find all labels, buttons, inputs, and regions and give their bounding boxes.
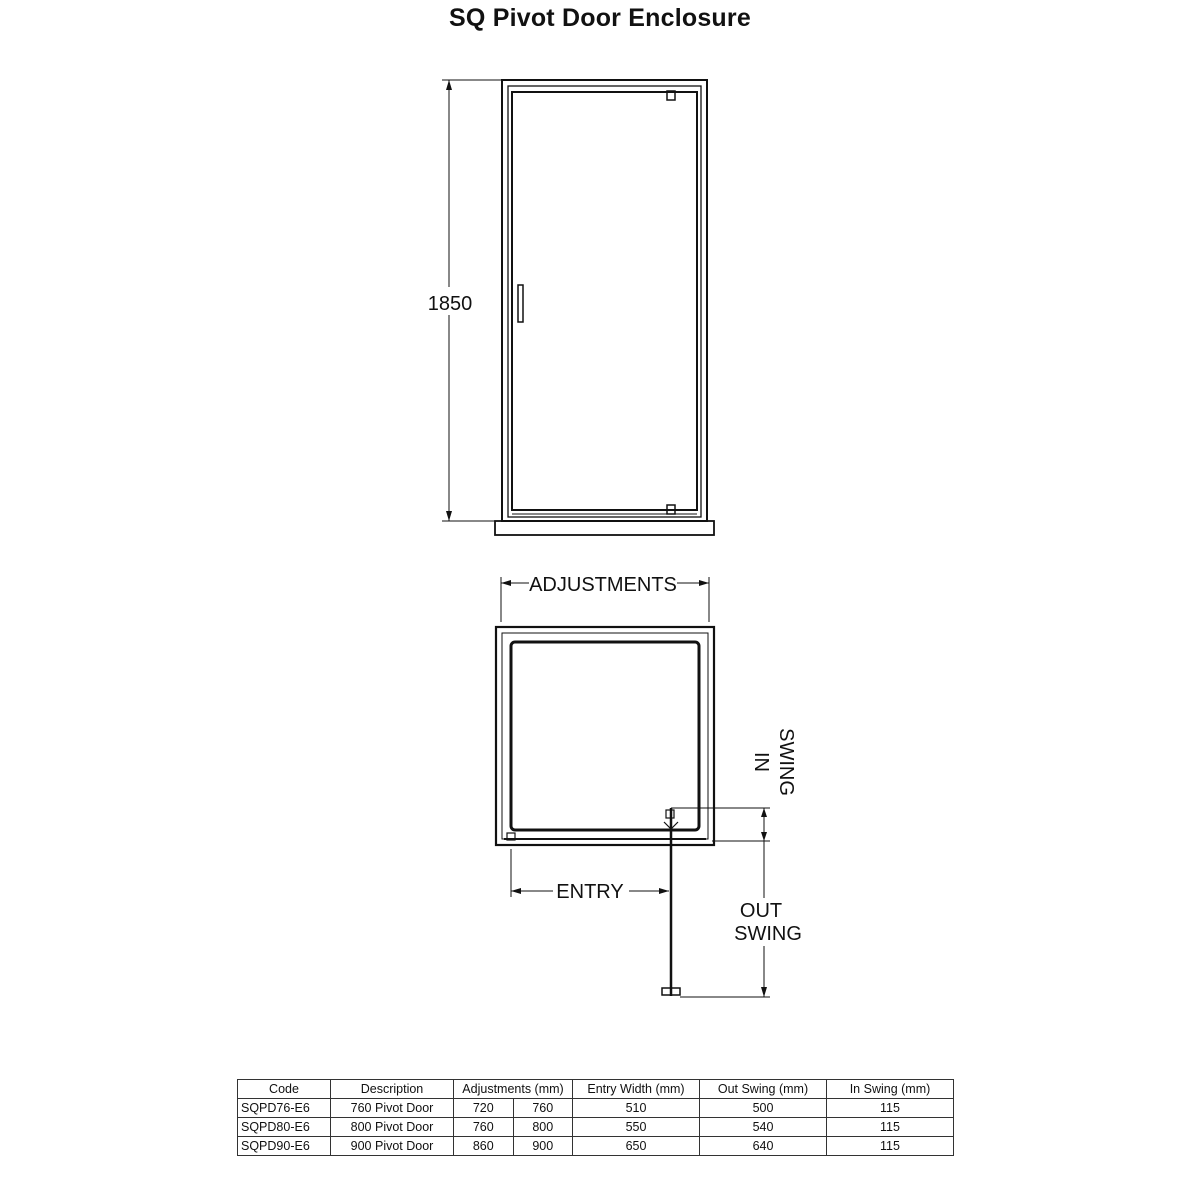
frame-inner <box>508 86 701 517</box>
cell-adjustment-max: 800 <box>513 1118 573 1137</box>
diagram-title: SQ Pivot Door Enclosure <box>449 4 751 32</box>
cell-adjustment-min: 720 <box>454 1099 514 1118</box>
out-swing-label-line2: SWING <box>734 923 802 945</box>
door-panel <box>512 92 697 510</box>
header-entry-width: Entry Width (mm) <box>573 1080 700 1099</box>
cell-entry-width: 650 <box>573 1137 700 1156</box>
base-tray <box>495 521 714 535</box>
cell-in-swing: 115 <box>827 1099 954 1118</box>
cell-adjustment-min: 860 <box>454 1137 514 1156</box>
table-row <box>238 1137 954 1156</box>
cell-out-swing: 500 <box>700 1099 827 1118</box>
plan-view <box>496 577 770 997</box>
in-swing-label-line1: IN <box>750 752 772 772</box>
header-code: Code <box>238 1080 331 1099</box>
cell-adjustment-max: 900 <box>513 1137 573 1156</box>
table-row <box>238 1118 954 1137</box>
cell-out-swing: 540 <box>700 1118 827 1137</box>
header-out-swing: Out Swing (mm) <box>700 1080 827 1099</box>
height-label: 1850 <box>427 293 473 315</box>
enclosure-outline <box>496 627 714 845</box>
in-swing-label-line2: SWING <box>775 728 797 796</box>
cell-description: 900 Pivot Door <box>331 1137 454 1156</box>
header-in-swing: In Swing (mm) <box>827 1080 954 1099</box>
table-row <box>238 1099 954 1118</box>
cell-adjustment-max: 760 <box>513 1099 573 1118</box>
entry-label: ENTRY <box>556 881 624 903</box>
header-adjustments: Adjustments (mm) <box>454 1080 573 1099</box>
cell-code: SQPD80-E6 <box>238 1118 331 1137</box>
table-header-row <box>238 1080 954 1099</box>
out-swing-label-line1: OUT <box>739 900 783 922</box>
cell-entry-width: 510 <box>573 1099 700 1118</box>
door-handle <box>518 285 523 322</box>
cell-adjustment-min: 760 <box>454 1118 514 1137</box>
spec-table <box>237 1079 954 1156</box>
cell-code: SQPD90-E6 <box>238 1137 331 1156</box>
cell-in-swing: 115 <box>827 1118 954 1137</box>
cell-description: 760 Pivot Door <box>331 1099 454 1118</box>
cell-out-swing: 640 <box>700 1137 827 1156</box>
adjustments-label: ADJUSTMENTS <box>529 574 677 596</box>
shower-tray <box>511 642 699 830</box>
cell-entry-width: 550 <box>573 1118 700 1137</box>
cell-description: 800 Pivot Door <box>331 1118 454 1137</box>
cell-in-swing: 115 <box>827 1137 954 1156</box>
frame-outer <box>502 80 707 521</box>
cell-code: SQPD76-E6 <box>238 1099 331 1118</box>
header-description: Description <box>331 1080 454 1099</box>
front-elevation <box>442 80 714 535</box>
